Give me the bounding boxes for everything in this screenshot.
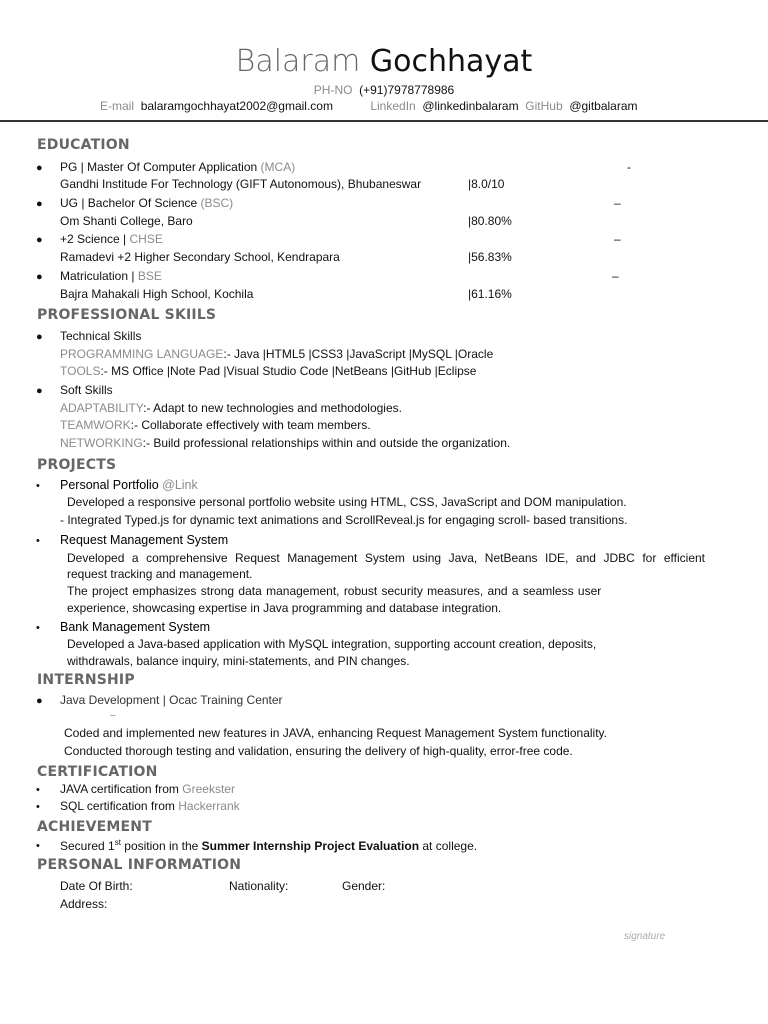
networking-skill: NETWORKING:- Build professional relationships within and outside the organization. — [60, 436, 511, 450]
bullet-icon: • — [36, 784, 40, 796]
bullet-icon: ● — [36, 234, 43, 246]
project-title-request: Request Management System — [60, 533, 229, 547]
internship-heading: INTERNSHIP — [37, 672, 135, 688]
tools-skills: TOOLS:- MS Office |Note Pad |Visual Studio Code |NetBeans |GitHub |Eclipse — [60, 364, 477, 378]
adaptability-skill: ADAPTABILITY:- Adapt to new technologies and methodologies. — [60, 401, 402, 415]
personal-heading: PERSONAL INFORMATION — [37, 857, 242, 873]
education-grade-4: |61.16% — [468, 287, 512, 301]
bullet-icon: ● — [36, 331, 43, 343]
project-desc: - Integrated Typed.js for dynamic text animations and ScrollReveal.js for engaging scroll- based transitions. — [60, 513, 628, 527]
education-institute-2: Om Shanti College, Baro — [60, 214, 193, 228]
education-heading: EDUCATION — [37, 137, 130, 153]
certification-java: JAVA certification from Greekster — [60, 782, 235, 796]
education-degree-4: Matriculation | BSE — [60, 269, 162, 283]
project-title-bank: Bank Management System — [60, 620, 211, 634]
achievement-heading: ACHIEVEMENT — [37, 819, 152, 835]
certification-sql: SQL certification from Hackerrank — [60, 799, 240, 813]
bullet-icon: • — [36, 480, 40, 492]
internship-title: Java Development | Ocac Training Center — [60, 693, 283, 707]
skills-heading: PROFESSIONAL SKIILS — [37, 307, 217, 323]
internship-desc: Conducted thorough testing and validation, ensuring the delivery of high-quality, error-free code. — [64, 744, 573, 758]
education-dash-1: - — [627, 160, 631, 174]
project-title-portfolio: Personal Portfolio @Link — [60, 478, 198, 492]
linkedin-label: LinkedIn — [370, 99, 416, 113]
bullet-icon: ● — [36, 198, 43, 210]
linkedin-value[interactable]: @linkedinbalaram — [422, 99, 519, 113]
contact-row — [100, 99, 638, 113]
soft-skills-title: Soft Skills — [60, 383, 113, 397]
education-institute-3: Ramadevi +2 Higher Secondary School, Kendrapara — [60, 250, 340, 264]
phone-line — [0, 83, 768, 97]
nationality-label: Nationality: — [229, 879, 289, 893]
github-label: GitHub — [525, 99, 563, 113]
portfolio-link[interactable]: @Link — [162, 478, 198, 492]
bullet-icon: • — [36, 622, 40, 634]
bullet-icon: • — [36, 840, 40, 852]
education-degree-1: PG | Master Of Computer Application (MCA) — [60, 160, 296, 174]
signature: signature — [624, 931, 666, 942]
dob-label: Date Of Birth: — [60, 879, 133, 893]
education-degree-2: UG | Bachelor Of Science (BSC) — [60, 196, 234, 210]
project-desc: The project emphasizes strong data management, robust security measures, and a seamless user — [67, 584, 602, 598]
education-degree-3: +2 Science | CHSE — [60, 232, 163, 246]
education-grade-3: |56.83% — [468, 250, 512, 264]
education-grade-1: |8.0/10 — [468, 177, 505, 191]
teamwork-skill: TEAMWORK:- Collaborate effectively with team members. — [60, 418, 371, 432]
internship-dash: – — [110, 710, 116, 721]
bullet-icon: ● — [36, 695, 43, 707]
bullet-icon: • — [36, 535, 40, 547]
last-name: Gochhayat — [369, 44, 533, 79]
education-institute-4: Bajra Mahakali High School, Kochila — [60, 287, 254, 301]
email-label: E-mail — [100, 99, 135, 113]
education-grade-2: |80.80% — [468, 214, 512, 228]
programming-skills: PROGRAMMING LANGUAGE:- Java |HTML5 |CSS3 |JavaScript |MySQL |Oracle — [60, 347, 494, 361]
technical-skills-title: Technical Skills — [60, 329, 142, 343]
bullet-icon: • — [36, 801, 40, 813]
bullet-icon: ● — [36, 271, 43, 283]
internship-desc: Coded and implemented new features in JAVA, enhancing Request Management System functionality. — [64, 726, 607, 740]
project-desc: request tracking and management. — [67, 567, 253, 581]
education-institute-1: Gandhi Institude For Technology (GIFT Autonomous), Bhubaneswar — [60, 177, 422, 191]
bullet-icon: ● — [36, 385, 43, 397]
first-name: Balaram — [235, 44, 361, 79]
address-label: Address: — [60, 897, 108, 911]
certification-heading: CERTIFICATION — [37, 764, 158, 780]
github-value[interactable]: @gitbalaram — [569, 99, 638, 113]
project-desc: Developed a responsive personal portfolio website using HTML, CSS, JavaScript and DOM manipulation. — [67, 495, 627, 509]
phone-value: (+91)7978778986 — [359, 83, 455, 97]
education-dash-4: – — [612, 269, 619, 283]
project-desc: experience, showcasing expertise in Java programming and database integration. — [67, 601, 502, 615]
gender-label: Gender: — [342, 879, 386, 893]
bullet-icon: ● — [36, 162, 43, 174]
education-dash-3: – — [614, 232, 621, 246]
header-divider — [0, 120, 768, 122]
projects-heading: PROJECTS — [37, 457, 117, 473]
education-dash-2: – — [614, 196, 621, 210]
phone-label: PH-NO — [313, 83, 353, 97]
project-desc: Developed a comprehensive Request Management System using Java, NetBeans IDE, and JDBC for efficient — [67, 551, 705, 565]
candidate-name — [0, 44, 768, 79]
email-value[interactable]: balaramgochhayat2002@gmail.com — [140, 99, 333, 113]
project-desc: withdrawals, balance inquiry, mini-statements, and PIN changes. — [67, 654, 410, 668]
project-desc: Developed a Java-based application with MySQL integration, supporting account creation, deposits, — [67, 637, 597, 651]
achievement-text: Secured 1st position in the Summer Internship Project Evaluation at college. — [60, 838, 478, 853]
